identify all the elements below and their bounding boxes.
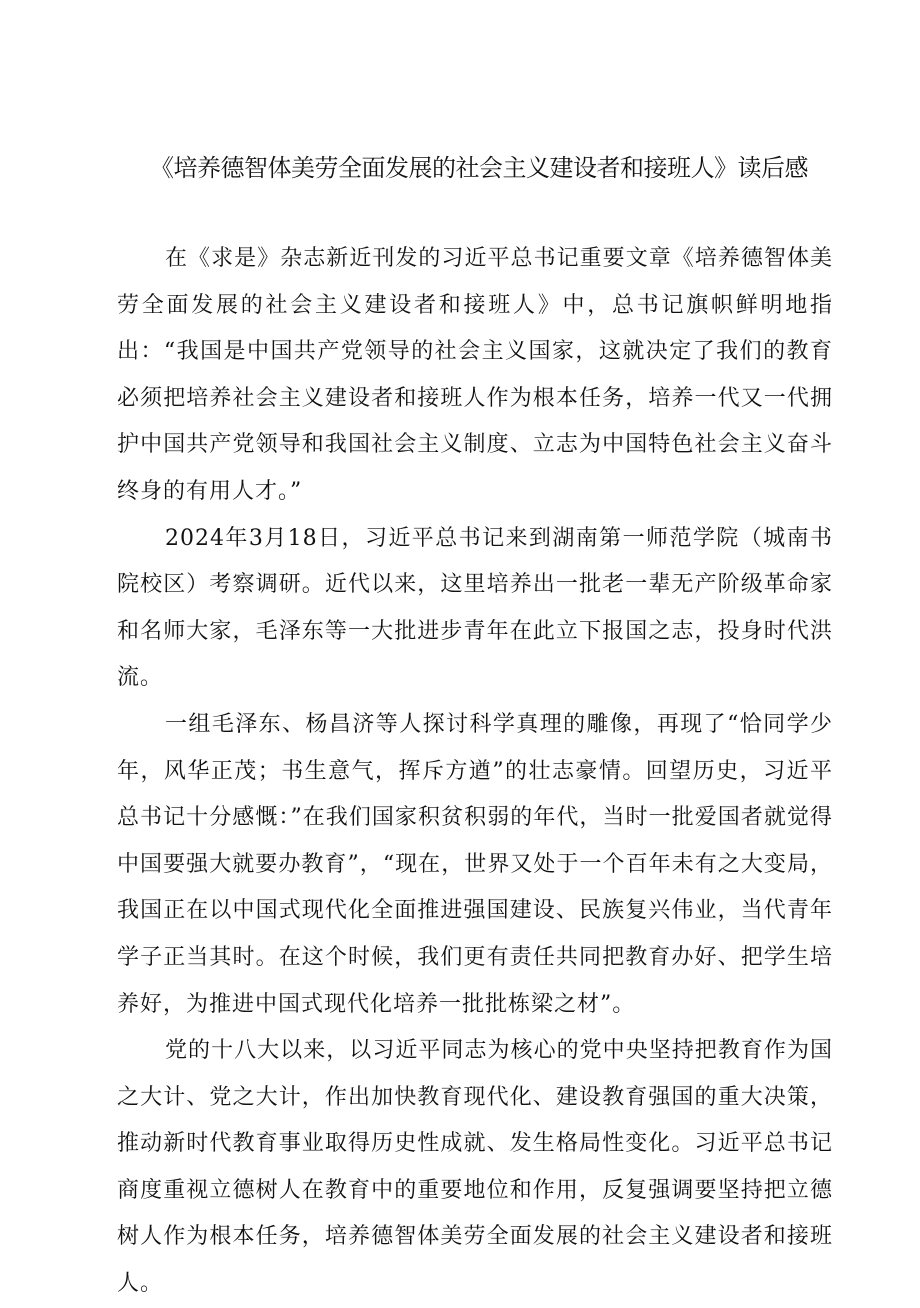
paragraph: 一组毛泽东、杨昌济等人探讨科学真理的雕像，再现了“恰同学少年，风华正茂；书生意气，挥斥方遒”的壮志豪情。回望历史，习近平总书记十分感慨：”在我们国家积贫积弱的年代，当时一批爱国者就觉得中国要强大就要办教育”，“现在，世界又处于一个百年未有之大变局，我国正在以中国式现代化全面推进强国建设、民族复兴伟业，当代青年学子正当其时。在这个时候，我们更有责任共同把教育办好、把学生培养好，为推进中国式现代化培养一批批栋梁之材”。 [117, 711, 833, 1017]
paragraph: 党的十八大以来，以习近平同志为核心的党中央坚持把教育作为国之大计、党之大计，作出加快教育现代化、建设教育强国的重大决策，推动新时代教育事业取得历史性成就、发生格局性变化。习近平总书记商度重视立德树人在教育中的重要地位和作用，反复强调要坚持把立德树人作为根本任务，培养德智体美劳全面发展的社会主义建设者和接班人。 [117, 1038, 833, 1297]
paragraph: 在《求是》杂志新近刊发的习近平总书记重要文章《培养德智体美劳全面发展的社会主义建设者和接班人》中，总书记旗帜鲜明地指出：“我国是中国共产党领导的社会主义国家，这就决定了我们的教育必须把培养社会主义建设者和接班人作为根本任务，培养一代又一代拥护中国共产党领导和我国社会主义制度、立志为中国特色社会主义奋斗终身的有用人才。” [117, 246, 833, 504]
paragraph: 2024年3月18日，习近平总书记来到湖南第一师范学院（城南书院校区）考察调研。近代以来，这里培养出一批老一辈无产阶级革命家和名师大家，毛泽东等一大批进步青年在此立下报国之志，投身时代洪流。 [117, 525, 833, 691]
document-title: 《培养德智体美劳全面发展的社会主义建设者和接班人》读后感 [150, 154, 808, 182]
document-body [117, 236, 833, 1308]
